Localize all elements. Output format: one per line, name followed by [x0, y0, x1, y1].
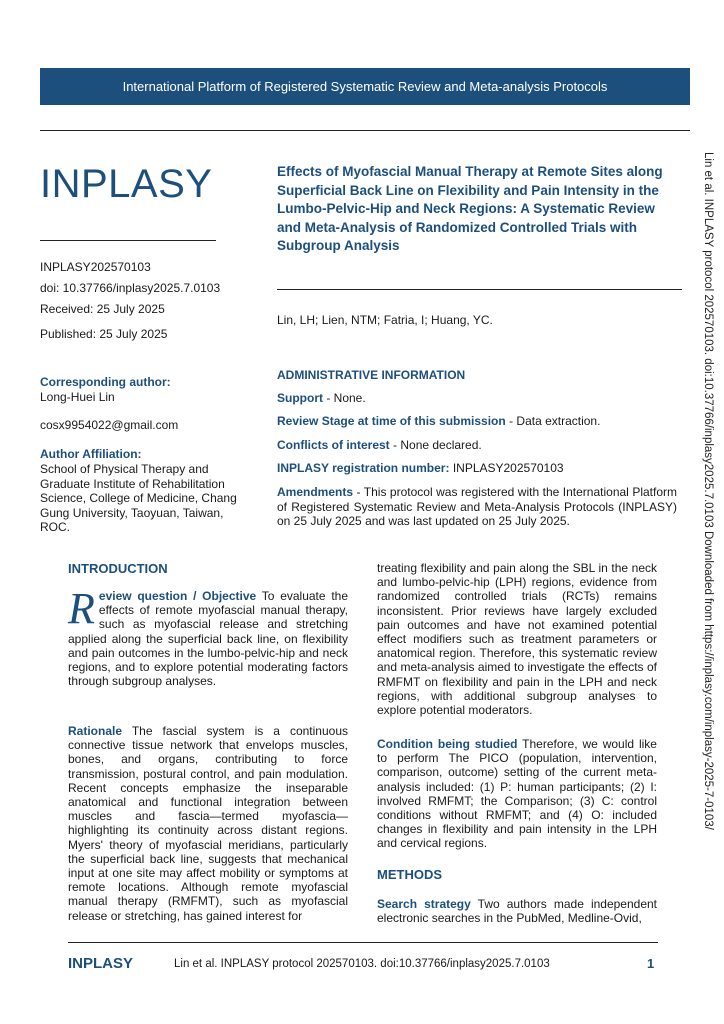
admin-heading: ADMINISTRATIVE INFORMATION — [277, 368, 466, 382]
doi-text: doi: 10.37766/inplasy2025.7.0103 — [40, 281, 221, 295]
registration-id: INPLASY202570103 — [40, 260, 151, 274]
article-title: Effects of Myofascial Manual Therapy at Remote Sites along Superficial Back Line on Flexibility and Pain Intensity in the Lumbo-Pelvic-Hip and Neck Regions: A Systematic Review and Meta-Analysis of Randomized Controlled Trials with Subgroup Analysis — [277, 164, 663, 254]
header-banner — [40, 68, 690, 105]
corresponding-author-label: Corresponding author: — [40, 375, 171, 389]
amendments-text: - This protocol was registered with the International Platform of Registered Systematic Review and Meta-Analysis Protocols (INPLASY) on 25 July 2025 and was last updated on 25 July 2025. — [277, 485, 677, 528]
footer-logo: INPLASY — [68, 955, 134, 972]
search-strategy-text: Two authors made independent electronic searches in the PubMed, Medline-Ovid, — [377, 897, 658, 926]
footer-citation: Lin et al. INPLASY protocol 202570103. doi:10.37766/inplasy2025.7.0103 — [174, 958, 550, 970]
amendments-paragraph — [277, 485, 677, 529]
side-download-note — [690, 152, 724, 882]
registration-number-line — [277, 461, 564, 476]
published-date: Published: 25 July 2025 — [40, 327, 168, 341]
rationale-paragraph — [68, 724, 348, 923]
review-stage-label: Review Stage at time of this submission — [277, 414, 506, 428]
top-rule — [40, 130, 690, 131]
rationale-label: Rationale — [68, 724, 123, 738]
condition-text: Therefore, we would like to perform The PICO (population, intervention, comparison, outcome) setting of the current meta-analysis included: (1) P: human participants; (2) I: involved RMFMT; the Comparison; (3) C: control conditions without RMFMT; and (4) O: included changes in flexibility and pain intensity in the LPH and cervical regions. — [377, 737, 657, 851]
rationale-continuation: treating flexibility and pain along the SBL in the neck and lumbo-pelvic-hip (LPH) regions, evidence from randomized controlled trials (RCTs) remains inconsistent. Prior reviews have largely excluded pain outcomes and have not examined potential effect modifiers such as treatment parameters or anatomical region. Therefore, this systematic review and meta-analysis aimed to investigate the effects of RMFMT on flexibility and pain in the LPH and neck regions, with additional subgroup analyses to explore potential moderators. — [377, 561, 657, 718]
review-question-text: To evaluate the effects of remote myofascial manual therapy, such as myofascial release and stretching applied along the superficial back line, on flexibility and pain outcomes in the lumbo-pelvic-hip and neck regions, and to explore potential moderating factors through subgroup analyses. — [68, 589, 349, 689]
affiliation-text: School of Physical Therapy and Graduate Institute of Rehabilitation Science, College of Medicine, Chang Gung University, Taoyuan, Taiwan, ROC. — [40, 462, 237, 534]
conflicts-label: Conflicts of interest — [277, 438, 390, 452]
review-stage-value: - Data extraction. — [505, 414, 601, 428]
support-label: Support — [277, 391, 323, 405]
registration-number-label: INPLASY registration number: — [277, 461, 450, 475]
support-line — [277, 391, 366, 406]
rationale-text: The fascial system is a continuous connective tissue network that envelops muscles, bones, and organs, contributing to force transmission, postural control, and pain modulation. Recent concepts emphasize the inseparable anatomical and functional integration between muscles and fascia—termed myofascia—highlighting its continuity across distant regions. Myers' theory of myofascial meridians, particularly the superficial back line, suggests that mechanical input at one site may affect mobility or symptoms at remote locations. Although remote myofascial manual therapy (RMFMT), such as myofascial release or stretching, has gained interest for — [68, 724, 348, 923]
corresponding-author-email: cosx9954022@gmail.com — [40, 418, 179, 432]
condition-paragraph — [377, 737, 657, 851]
side-note-text: Lin et al. INPLASY protocol 202570103. doi:10.37766/inplasy2025.7.0103 Downloaded from https://inplasy.com/inplasy-2025-7-0103/ — [702, 152, 714, 830]
introduction-heading: INTRODUCTION — [68, 561, 168, 576]
search-strategy-label: Search strategy — [377, 897, 471, 911]
amendments-label: Amendments — [277, 485, 354, 499]
registration-number-value: INPLASY202570103 — [449, 461, 564, 475]
drop-cap: R — [68, 584, 95, 633]
conflicts-value: - None declared. — [389, 438, 482, 452]
banner-text: International Platform of Registered Systematic Review and Meta-analysis Protocols — [122, 79, 608, 94]
conflicts-line — [277, 438, 482, 453]
review-question-paragraph — [68, 584, 349, 689]
brand-rule — [40, 240, 216, 241]
received-date: Received: 25 July 2025 — [40, 302, 165, 316]
affiliation-label: Author Affiliation: — [40, 447, 142, 461]
methods-heading: METHODS — [377, 867, 442, 882]
page-number: 1 — [647, 956, 655, 971]
authors-list: Lin, LH; Lien, NTM; Fatria, I; Huang, YC. — [277, 313, 493, 327]
footer-rule — [68, 942, 658, 943]
title-rule — [277, 289, 682, 290]
corresponding-author-name: Long-Huei Lin — [40, 390, 115, 404]
condition-label: Condition being studied — [377, 737, 518, 751]
review-question-label: eview question / Objective — [98, 589, 257, 603]
support-value: - None. — [323, 391, 366, 405]
review-stage-line — [277, 414, 600, 429]
journal-logo: INPLASY — [40, 162, 213, 206]
search-strategy-paragraph — [377, 897, 657, 925]
